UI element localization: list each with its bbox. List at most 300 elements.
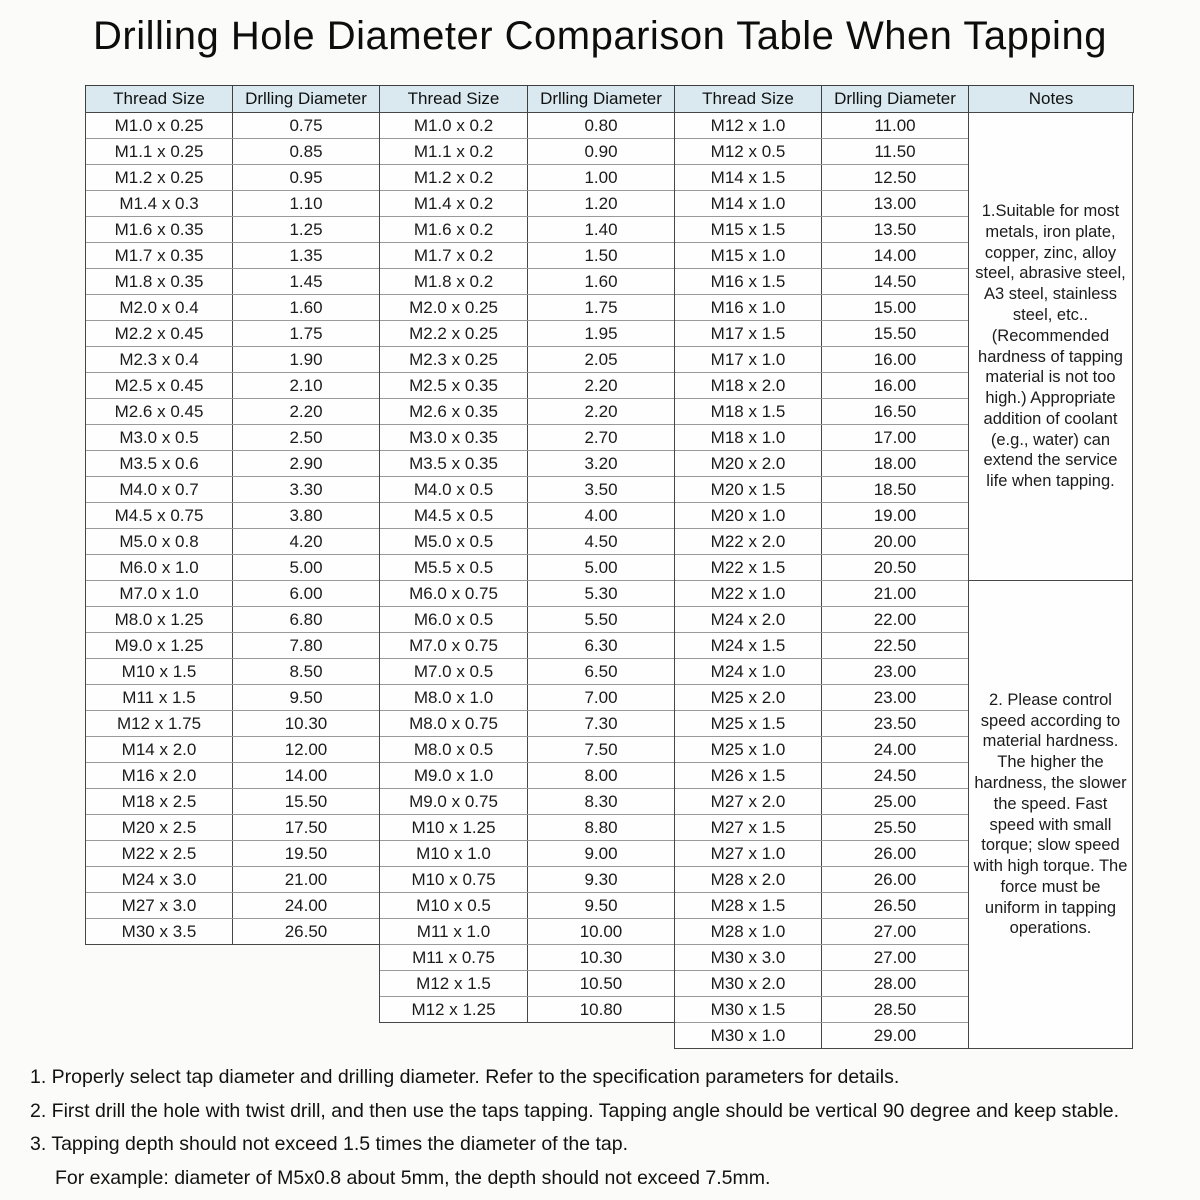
thread-size-cell: M17 x 1.5 — [675, 321, 822, 346]
drill-diameter-cell: 0.85 — [289, 141, 323, 161]
table-row — [675, 763, 968, 789]
thread-size-cell: M5.5 x 0.5 — [380, 555, 528, 580]
table-row — [380, 165, 674, 191]
thread-size-cell: M28 x 1.0 — [675, 919, 822, 944]
thread-size-cell: M11 x 1.0 — [380, 919, 528, 944]
drill-diameter-cell: 14.50 — [873, 271, 917, 291]
thread-size-cell: M24 x 2.0 — [675, 607, 822, 632]
thread-size-cell: M27 x 1.0 — [675, 841, 822, 866]
drill-diameter-cell: 1.75 — [289, 323, 323, 343]
drill-diameter-cell: 3.80 — [289, 505, 323, 525]
drill-diameter-cell: 28.00 — [873, 973, 917, 993]
thread-size-cell: M28 x 1.5 — [675, 893, 822, 918]
thread-size-cell: M30 x 3.5 — [86, 919, 233, 945]
table-row — [380, 711, 674, 737]
table-row — [675, 815, 968, 841]
table-row — [675, 503, 968, 529]
table-pair-fine-threads — [379, 112, 675, 1023]
table-row — [86, 217, 379, 243]
drill-diameter-cell: 10.00 — [579, 921, 623, 941]
drill-diameter-cell: 16.50 — [873, 401, 917, 421]
table-row — [380, 971, 674, 997]
drill-diameter-cell: 5.00 — [289, 557, 323, 577]
table-row — [675, 1023, 968, 1049]
table-row — [675, 659, 968, 685]
thread-size-cell: M22 x 2.0 — [675, 529, 822, 554]
thread-size-cell: M12 x 0.5 — [675, 139, 822, 164]
thread-size-cell: M7.0 x 0.5 — [380, 659, 528, 684]
drill-diameter-cell: 2.05 — [584, 349, 618, 369]
drill-diameter-cell: 19.00 — [873, 505, 917, 525]
drill-diameter-cell: 24.50 — [873, 765, 917, 785]
table-row — [380, 217, 674, 243]
footer-note-1: 1. Properly select tap diameter and drilling diameter. Refer to the specification parameters for details. — [30, 1066, 900, 1088]
table-row — [86, 789, 379, 815]
drill-diameter-cell: 24.00 — [284, 895, 328, 915]
thread-size-cell: M6.0 x 0.75 — [380, 581, 528, 606]
table-row — [86, 139, 379, 165]
table-row — [675, 347, 968, 373]
drill-diameter-cell: 22.00 — [873, 609, 917, 629]
table-pair-large-threads — [674, 112, 969, 1049]
table-row — [675, 607, 968, 633]
drill-diameter-cell: 0.90 — [584, 141, 618, 161]
column-header-notes: Notes — [968, 85, 1134, 113]
thread-size-cell: M2.6 x 0.35 — [380, 399, 528, 424]
drill-diameter-cell: 0.75 — [289, 115, 323, 135]
thread-size-cell: M15 x 1.0 — [675, 243, 822, 268]
thread-size-cell: M2.2 x 0.25 — [380, 321, 528, 346]
table-row — [675, 165, 968, 191]
thread-size-cell: M8.0 x 1.25 — [86, 607, 233, 632]
thread-size-cell: M25 x 1.5 — [675, 711, 822, 736]
drill-diameter-cell: 25.00 — [873, 791, 917, 811]
thread-size-cell: M22 x 1.0 — [675, 581, 822, 606]
thread-size-cell: M1.4 x 0.2 — [380, 191, 528, 216]
table-row — [675, 945, 968, 971]
table-row — [86, 451, 379, 477]
footer-note-2: 2. First drill the hole with twist drill, and then use the taps tapping. Tapping angle should be vertical 90 degree and keep stable. — [30, 1099, 1120, 1122]
table-row — [380, 607, 674, 633]
drill-diameter-cell: 27.00 — [873, 921, 917, 941]
thread-size-cell: M12 x 1.75 — [86, 711, 233, 736]
thread-size-cell: M3.5 x 0.35 — [380, 451, 528, 476]
thread-size-cell: M4.0 x 0.5 — [380, 477, 528, 502]
drill-diameter-cell: 27.00 — [873, 947, 917, 967]
table-row — [380, 295, 674, 321]
table-row — [675, 529, 968, 555]
table-row — [675, 919, 968, 945]
table-row — [380, 737, 674, 763]
drill-diameter-cell: 13.00 — [873, 193, 917, 213]
thread-size-cell: M2.6 x 0.45 — [86, 399, 233, 424]
thread-size-cell: M1.6 x 0.2 — [380, 217, 528, 242]
drill-diameter-cell: 8.30 — [584, 791, 618, 811]
drill-diameter-cell: 19.50 — [284, 843, 328, 863]
table-row — [86, 607, 379, 633]
drill-diameter-cell: 6.00 — [289, 583, 323, 603]
table-row — [380, 997, 674, 1023]
thread-size-cell: M18 x 2.5 — [86, 789, 233, 814]
drill-diameter-cell: 10.30 — [579, 947, 623, 967]
thread-size-cell: M27 x 1.5 — [675, 815, 822, 840]
drill-diameter-cell: 18.50 — [873, 479, 917, 499]
notes-cell-1 — [968, 112, 1133, 581]
thread-size-cell: M9.0 x 1.0 — [380, 763, 528, 788]
drill-diameter-cell: 1.95 — [584, 323, 618, 343]
thread-size-cell: M2.5 x 0.45 — [86, 373, 233, 398]
thread-size-cell: M2.3 x 0.4 — [86, 347, 233, 372]
table-row — [675, 139, 968, 165]
column-header-thread-size-2: Thread Size — [379, 85, 528, 113]
drill-diameter-cell: 26.00 — [873, 843, 917, 863]
thread-size-cell: M16 x 1.0 — [675, 295, 822, 320]
table-row — [86, 555, 379, 581]
thread-size-cell: M1.1 x 0.25 — [86, 139, 233, 164]
table-row — [675, 581, 968, 607]
thread-size-cell: M25 x 2.0 — [675, 685, 822, 710]
drill-diameter-cell: 2.20 — [584, 375, 618, 395]
drill-diameter-cell: 1.40 — [584, 219, 618, 239]
thread-size-cell: M14 x 1.5 — [675, 165, 822, 190]
table-row — [675, 321, 968, 347]
table-row — [380, 659, 674, 685]
table-row — [86, 113, 379, 139]
drill-diameter-cell: 10.30 — [284, 713, 328, 733]
footer-note-3: 3. Tapping depth should not exceed 1.5 times the diameter of the tap. — [30, 1133, 629, 1155]
drill-diameter-cell: 11.00 — [874, 115, 916, 135]
table-row — [380, 763, 674, 789]
drill-diameter-cell: 7.30 — [584, 713, 618, 733]
drill-diameter-cell: 4.50 — [584, 531, 618, 551]
drill-diameter-cell: 2.10 — [289, 375, 323, 395]
table-row — [380, 945, 674, 971]
table-row — [86, 295, 379, 321]
thread-size-cell: M7.0 x 1.0 — [86, 581, 233, 606]
thread-size-cell: M30 x 1.5 — [675, 997, 822, 1022]
drill-diameter-cell: 26.50 — [284, 922, 328, 941]
thread-size-cell: M15 x 1.5 — [675, 217, 822, 242]
table-row — [675, 841, 968, 867]
drill-diameter-cell: 1.10 — [289, 193, 323, 213]
drill-diameter-cell: 26.00 — [873, 869, 917, 889]
thread-size-cell: M1.8 x 0.35 — [86, 269, 233, 294]
thread-size-cell: M30 x 2.0 — [675, 971, 822, 996]
thread-size-cell: M11 x 0.75 — [380, 945, 528, 970]
drill-diameter-cell: 2.70 — [584, 427, 618, 447]
table-row — [380, 477, 674, 503]
column-header-drilling-diameter-2: Drlling Diameter — [527, 85, 675, 113]
drill-diameter-cell: 12.50 — [873, 167, 917, 187]
drill-diameter-cell: 17.00 — [873, 427, 917, 447]
thread-size-cell: M24 x 1.5 — [675, 633, 822, 658]
table-row — [675, 399, 968, 425]
thread-size-cell: M14 x 2.0 — [86, 737, 233, 762]
table-row — [86, 867, 379, 893]
drill-diameter-cell: 14.00 — [284, 765, 328, 785]
table-row — [675, 113, 968, 139]
thread-size-cell: M1.2 x 0.25 — [86, 165, 233, 190]
table-row — [86, 399, 379, 425]
table-row — [86, 477, 379, 503]
drill-diameter-cell: 1.45 — [289, 271, 323, 291]
drill-diameter-cell: 15.50 — [284, 791, 328, 811]
thread-size-cell: M1.0 x 0.2 — [380, 113, 528, 138]
thread-size-cell: M2.5 x 0.35 — [380, 373, 528, 398]
drill-diameter-cell: 1.35 — [289, 245, 323, 265]
table-row — [675, 243, 968, 269]
drill-diameter-cell: 8.80 — [584, 817, 618, 837]
drill-diameter-cell: 29.00 — [873, 1026, 917, 1045]
thread-size-cell: M10 x 0.5 — [380, 893, 528, 918]
thread-size-cell: M1.4 x 0.3 — [86, 191, 233, 216]
drill-diameter-cell: 7.50 — [584, 739, 618, 759]
column-header-drilling-diameter-1: Drlling Diameter — [232, 85, 380, 113]
footer-notes — [30, 1066, 1175, 1200]
drill-diameter-cell: 3.20 — [584, 453, 618, 473]
drill-diameter-cell: 18.00 — [873, 453, 917, 473]
table-row — [380, 373, 674, 399]
thread-size-cell: M1.7 x 0.35 — [86, 243, 233, 268]
thread-size-cell: M14 x 1.0 — [675, 191, 822, 216]
thread-size-cell: M27 x 3.0 — [86, 893, 233, 918]
thread-size-cell: M10 x 1.0 — [380, 841, 528, 866]
drill-diameter-cell: 6.50 — [584, 661, 618, 681]
drill-diameter-cell: 21.00 — [873, 583, 917, 603]
drill-diameter-cell: 1.60 — [289, 297, 323, 317]
table-row — [86, 893, 379, 919]
drill-diameter-cell: 6.80 — [289, 609, 323, 629]
table-row — [86, 321, 379, 347]
drill-diameter-cell: 4.00 — [584, 505, 618, 525]
footer-note-example: For example: diameter of M5x0.8 about 5mm, the depth should not exceed 7.5mm. — [55, 1166, 771, 1189]
thread-size-cell: M2.2 x 0.45 — [86, 321, 233, 346]
table-pair-small-threads — [85, 112, 380, 945]
thread-size-cell: M4.5 x 0.75 — [86, 503, 233, 528]
table-row — [86, 633, 379, 659]
table-row — [675, 477, 968, 503]
thread-size-cell: M18 x 2.0 — [675, 373, 822, 398]
drill-diameter-cell: 5.00 — [584, 557, 618, 577]
table-row — [380, 789, 674, 815]
table-row — [380, 581, 674, 607]
drill-diameter-cell: 9.50 — [289, 687, 323, 707]
thread-size-cell: M2.3 x 0.25 — [380, 347, 528, 372]
drill-diameter-cell: 9.50 — [584, 895, 618, 915]
drill-diameter-cell: 1.75 — [584, 297, 618, 317]
table-row — [380, 815, 674, 841]
table-row — [675, 711, 968, 737]
table-row — [380, 451, 674, 477]
thread-size-cell: M20 x 1.0 — [675, 503, 822, 528]
thread-size-cell: M2.0 x 0.25 — [380, 295, 528, 320]
thread-size-cell: M24 x 3.0 — [86, 867, 233, 892]
table-row — [675, 685, 968, 711]
table-row — [675, 789, 968, 815]
table-row — [86, 581, 379, 607]
drill-diameter-cell: 5.30 — [584, 583, 618, 603]
drill-diameter-cell: 17.50 — [284, 817, 328, 837]
table-row — [675, 269, 968, 295]
table-row — [675, 997, 968, 1023]
thread-size-cell: M3.0 x 0.5 — [86, 425, 233, 450]
drill-diameter-cell: 6.30 — [584, 635, 618, 655]
drill-diameter-cell: 24.00 — [873, 739, 917, 759]
thread-size-cell: M20 x 1.5 — [675, 477, 822, 502]
table-row — [86, 711, 379, 737]
table-row — [86, 269, 379, 295]
table-row — [675, 971, 968, 997]
drill-diameter-cell: 7.80 — [289, 635, 323, 655]
thread-size-cell: M28 x 2.0 — [675, 867, 822, 892]
thread-size-cell: M2.0 x 0.4 — [86, 295, 233, 320]
table-row — [86, 165, 379, 191]
thread-size-cell: M9.0 x 0.75 — [380, 789, 528, 814]
thread-size-cell: M10 x 1.25 — [380, 815, 528, 840]
thread-size-cell: M7.0 x 0.75 — [380, 633, 528, 658]
table-row — [86, 763, 379, 789]
drill-diameter-cell: 10.80 — [579, 1000, 623, 1019]
drill-diameter-cell: 10.50 — [579, 973, 623, 993]
table-row — [380, 841, 674, 867]
thread-size-cell: M18 x 1.5 — [675, 399, 822, 424]
drill-diameter-cell: 5.50 — [584, 609, 618, 629]
table-row — [86, 503, 379, 529]
thread-size-cell: M3.0 x 0.35 — [380, 425, 528, 450]
table-row — [86, 919, 379, 945]
drill-diameter-cell: 2.20 — [289, 401, 323, 421]
thread-size-cell: M25 x 1.0 — [675, 737, 822, 762]
thread-size-cell: M30 x 3.0 — [675, 945, 822, 970]
notes-text-1: 1.Suitable for most metals, iron plate, copper, zinc, alloy steel, abrasive steel, A3 steel, stainless steel, etc..(Recommended hardness of tapping material is not too high.) Appropriate addition of coolant (e.g., water) can extend the service life when tapping. — [975, 202, 1126, 491]
drill-diameter-cell: 25.50 — [873, 817, 917, 837]
table-row — [380, 685, 674, 711]
table-row — [86, 191, 379, 217]
drill-diameter-cell: 13.50 — [873, 219, 917, 239]
drill-diameter-cell: 0.80 — [584, 115, 618, 135]
drill-diameter-cell: 12.00 — [284, 739, 328, 759]
drill-diameter-cell: 23.50 — [873, 713, 917, 733]
thread-size-cell: M24 x 1.0 — [675, 659, 822, 684]
thread-size-cell: M12 x 1.5 — [380, 971, 528, 996]
thread-size-cell: M12 x 1.0 — [675, 113, 822, 138]
table-row — [380, 529, 674, 555]
drill-diameter-cell: 15.50 — [873, 323, 917, 343]
thread-size-cell: M27 x 2.0 — [675, 789, 822, 814]
drill-diameter-cell: 28.50 — [873, 999, 917, 1019]
table-row — [380, 425, 674, 451]
drill-diameter-cell: 0.95 — [289, 167, 323, 187]
thread-size-cell: M20 x 2.5 — [86, 815, 233, 840]
drill-diameter-cell: 1.25 — [289, 219, 323, 239]
drill-diameter-cell: 1.90 — [289, 349, 323, 369]
drill-diameter-cell: 8.00 — [584, 765, 618, 785]
drill-diameter-cell: 1.50 — [584, 245, 618, 265]
thread-size-cell: M6.0 x 1.0 — [86, 555, 233, 580]
table-row — [675, 867, 968, 893]
drill-diameter-cell: 26.50 — [873, 895, 917, 915]
column-header-thread-size-1: Thread Size — [85, 85, 233, 113]
drill-diameter-cell: 11.50 — [874, 141, 916, 161]
table-row — [380, 867, 674, 893]
thread-size-cell: M17 x 1.0 — [675, 347, 822, 372]
thread-size-cell: M22 x 1.5 — [675, 555, 822, 580]
table-row — [86, 425, 379, 451]
drill-diameter-cell: 1.60 — [584, 271, 618, 291]
table-row — [86, 529, 379, 555]
drill-diameter-cell: 23.00 — [873, 661, 917, 681]
column-header-thread-size-3: Thread Size — [674, 85, 822, 113]
table-row — [86, 685, 379, 711]
table-row — [380, 321, 674, 347]
thread-size-cell: M1.1 x 0.2 — [380, 139, 528, 164]
table-row — [675, 425, 968, 451]
drill-diameter-cell: 23.00 — [873, 687, 917, 707]
thread-size-cell: M4.5 x 0.5 — [380, 503, 528, 528]
drill-diameter-cell: 15.00 — [873, 297, 917, 317]
thread-size-cell: M20 x 2.0 — [675, 451, 822, 476]
table-row — [380, 633, 674, 659]
thread-size-cell: M6.0 x 0.5 — [380, 607, 528, 632]
table-row — [380, 893, 674, 919]
thread-size-cell: M1.8 x 0.2 — [380, 269, 528, 294]
table-row — [380, 919, 674, 945]
table-row — [675, 191, 968, 217]
table-row — [86, 815, 379, 841]
table-row — [380, 399, 674, 425]
thread-size-cell: M5.0 x 0.8 — [86, 529, 233, 554]
thread-size-cell: M12 x 1.25 — [380, 997, 528, 1023]
thread-size-cell: M18 x 1.0 — [675, 425, 822, 450]
drill-diameter-cell: 1.20 — [584, 193, 618, 213]
table-row — [380, 269, 674, 295]
thread-size-cell: M16 x 1.5 — [675, 269, 822, 294]
thread-size-cell: M1.6 x 0.35 — [86, 217, 233, 242]
drill-diameter-cell: 9.00 — [584, 843, 618, 863]
thread-size-cell: M9.0 x 1.25 — [86, 633, 233, 658]
drill-diameter-cell: 21.00 — [284, 869, 328, 889]
drill-diameter-cell: 1.00 — [584, 167, 618, 187]
table-row — [675, 217, 968, 243]
table-row — [675, 295, 968, 321]
drill-diameter-cell: 20.00 — [873, 531, 917, 551]
notes-cell-2 — [968, 580, 1133, 1049]
drill-diameter-cell: 2.50 — [289, 427, 323, 447]
thread-size-cell: M11 x 1.5 — [86, 685, 233, 710]
thread-size-cell: M1.0 x 0.25 — [86, 113, 233, 138]
thread-size-cell: M1.2 x 0.2 — [380, 165, 528, 190]
table-row — [86, 659, 379, 685]
table-row — [380, 503, 674, 529]
thread-size-cell: M8.0 x 0.5 — [380, 737, 528, 762]
drill-diameter-cell: 16.00 — [873, 349, 917, 369]
thread-size-cell: M4.0 x 0.7 — [86, 477, 233, 502]
drill-diameter-cell: 4.20 — [289, 531, 323, 551]
page-title: Drilling Hole Diameter Comparison Table When Tapping — [93, 14, 1107, 58]
drill-diameter-cell: 3.30 — [289, 479, 323, 499]
table-row — [86, 841, 379, 867]
table-row — [380, 555, 674, 581]
drill-diameter-cell: 9.30 — [584, 869, 618, 889]
drill-diameter-cell: 7.00 — [584, 687, 618, 707]
table-row — [380, 139, 674, 165]
table-row — [675, 737, 968, 763]
table-row — [675, 633, 968, 659]
table-row — [86, 737, 379, 763]
drill-diameter-cell: 2.90 — [289, 453, 323, 473]
thread-size-cell: M10 x 0.75 — [380, 867, 528, 892]
table-row — [675, 893, 968, 919]
